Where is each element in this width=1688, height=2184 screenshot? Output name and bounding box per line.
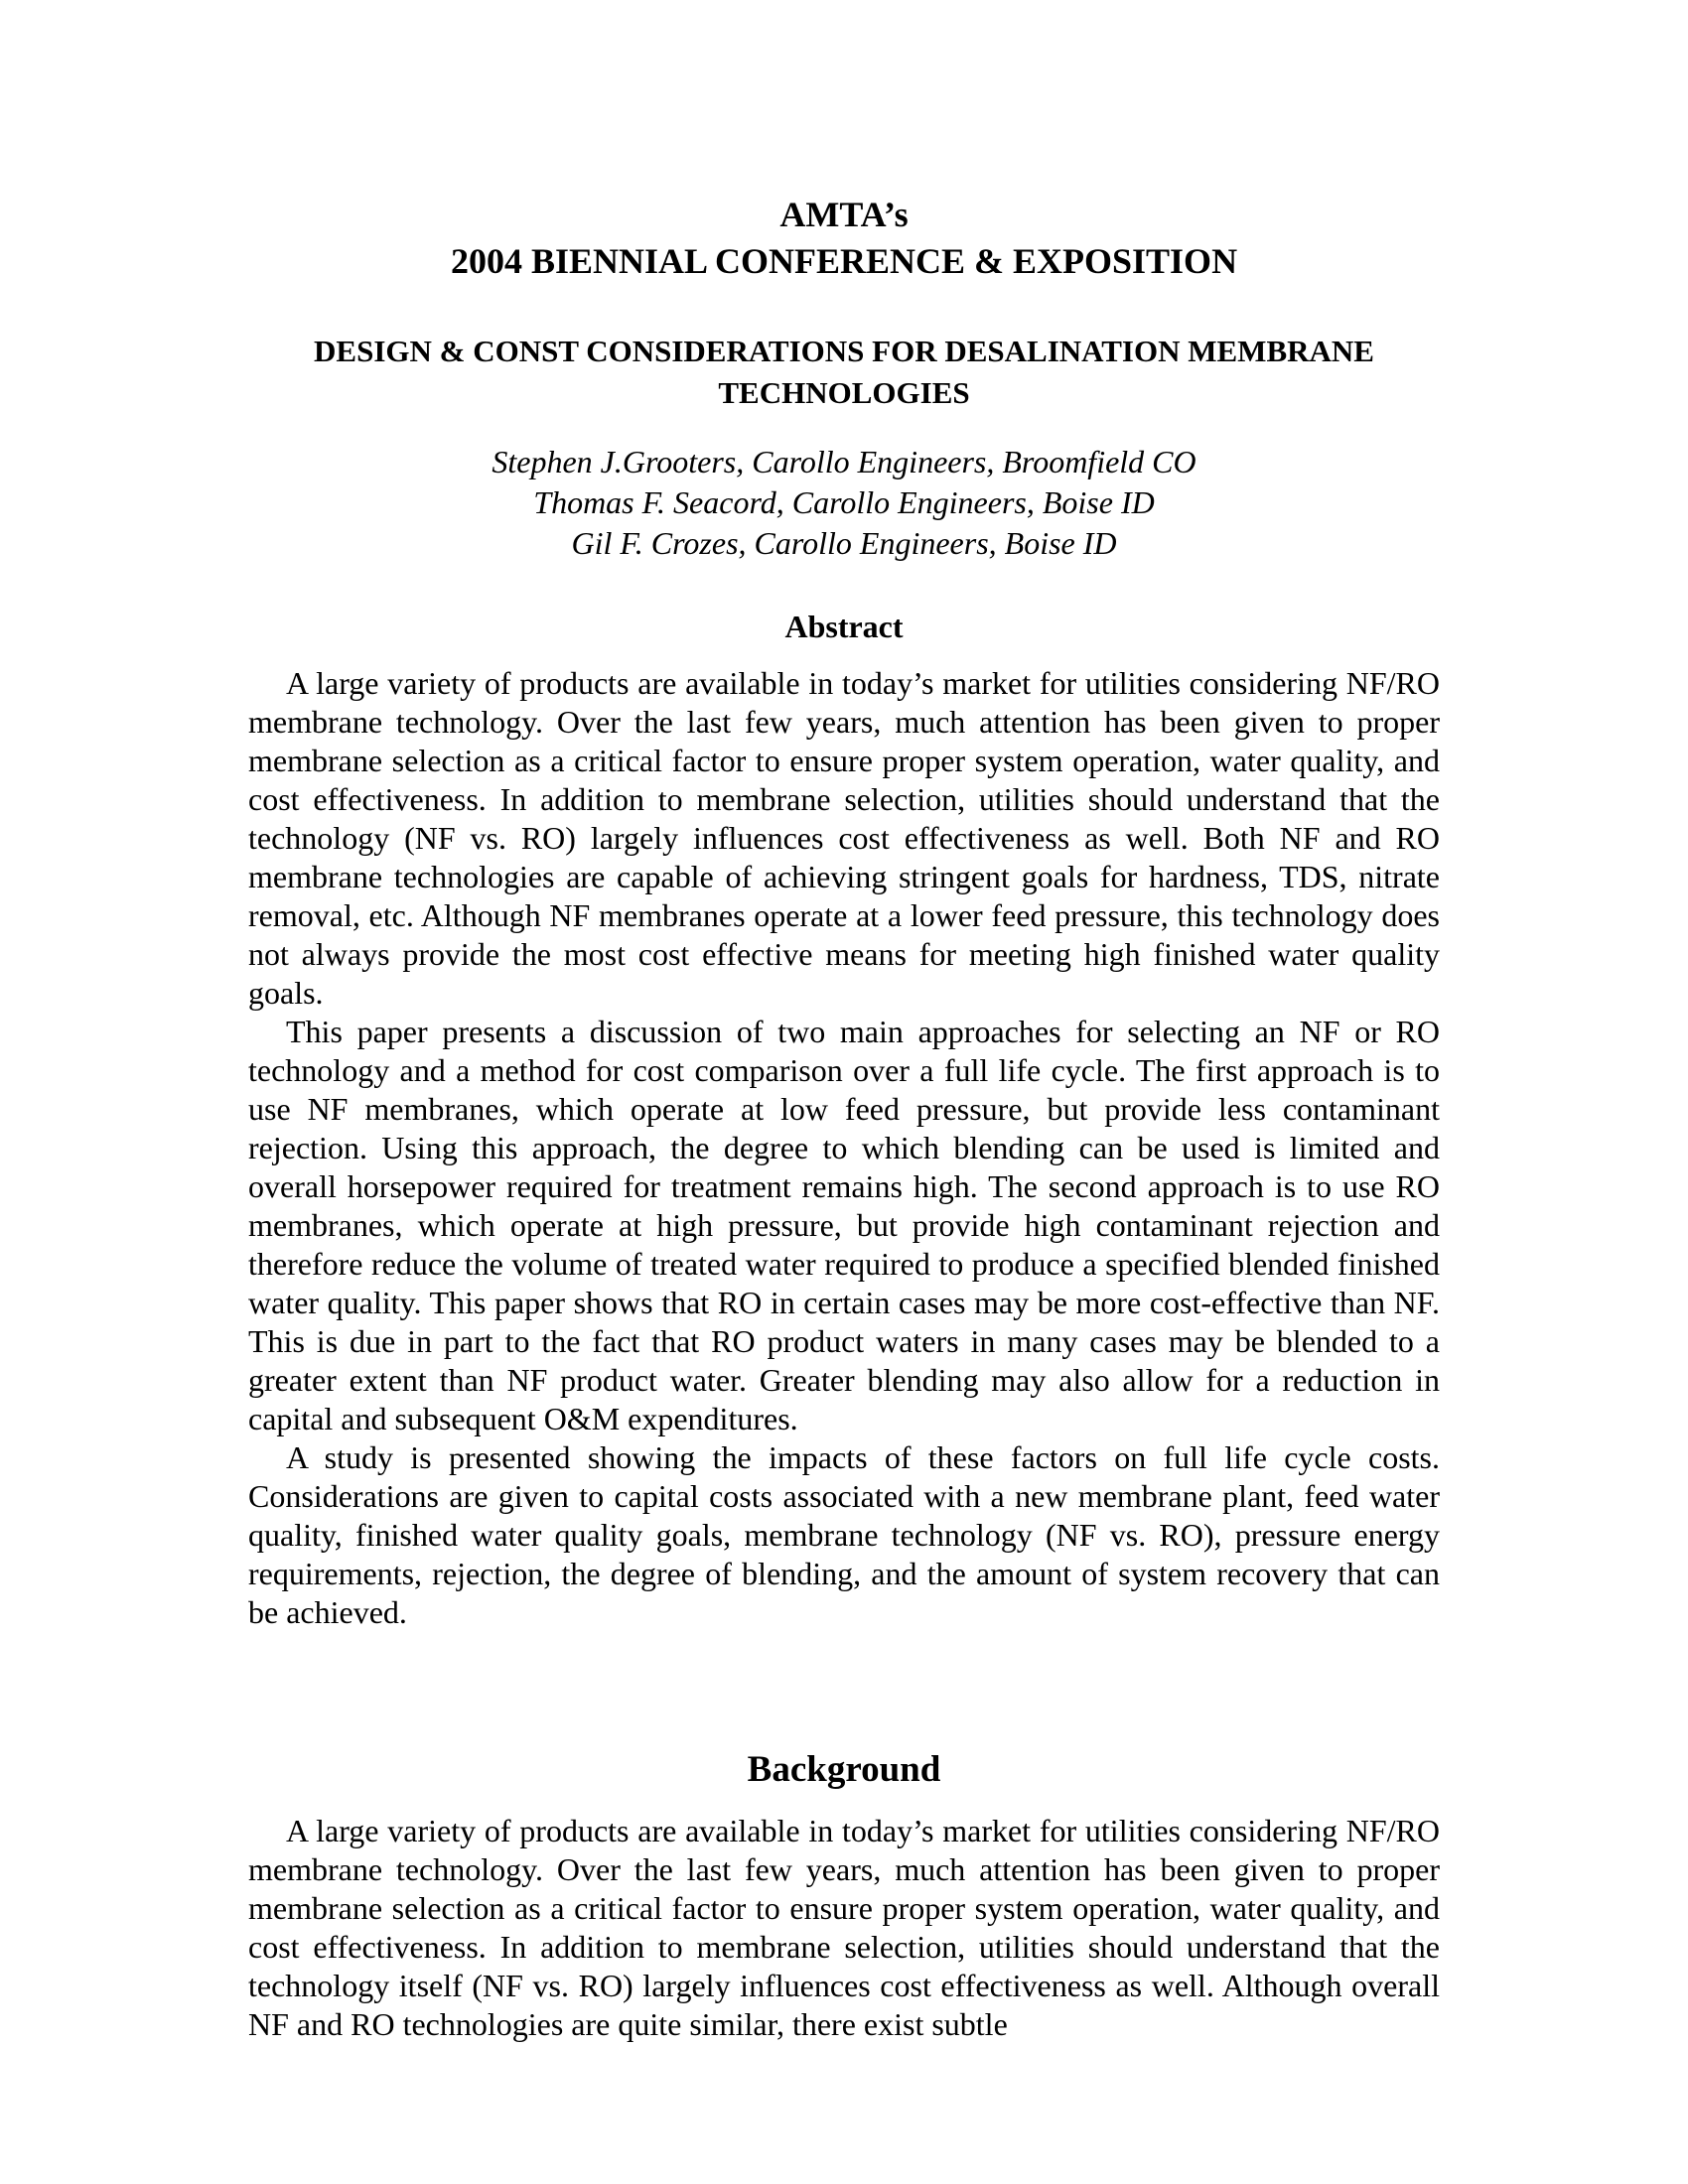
background-body [248, 1812, 1440, 2044]
conference-header [248, 192, 1440, 285]
org-title: AMTA’s [779, 195, 909, 234]
document-content [248, 192, 1440, 2044]
section-abstract [248, 608, 1440, 1632]
author-line: Thomas F. Seacord, Carollo Engineers, Boise ID [533, 484, 1155, 520]
abstract-paragraph-3: A study is presented showing the impacts of these factors on full life cycle costs. Considerations are given to capital costs associated with a new membrane plant, feed water quality, finished water quality goals, membrane technology (NF vs. RO), pressure energy requirements, rejection, the degree of blending, and the amount of system recovery that can be achieved. [248, 1439, 1440, 1630]
abstract-paragraph-1: A large variety of products are available in today’s market for utilities considering NF/RO membrane technology. Over the last few years, much attention has been given to proper membrane selection as a critical factor to ensure proper system operation, water quality, and cost effectiveness. In addition to membrane selection, utilities should understand that the technology (NF vs. RO) largely influences cost effectiveness as well. Both NF and RO membrane technologies are capable of achieving stringent goals for hardness, TDS, nitrate removal, etc. Although NF membranes operate at a lower feed pressure, this technology does not always provide the most cost effective means for meeting high finished water quality goals. [248, 665, 1440, 1011]
section-heading-background: Background [747, 1749, 941, 1790]
author-line: Stephen J.Grooters, Carollo Engineers, Broomfield CO [492, 444, 1196, 479]
section-heading-abstract: Abstract [784, 609, 904, 644]
author-list [248, 442, 1440, 564]
background-paragraph-1: A large variety of products are available in today’s market for utilities considering NF/RO membrane technology. Over the last few years, much attention has been given to proper membrane selection as a critical factor to ensure proper system operation, water quality, and cost effectiveness. In addition to membrane selection, utilities should understand that the technology itself (NF vs. RO) largely influences cost effectiveness as well. Although overall NF and RO technologies are quite similar, there exist subtle [248, 1813, 1440, 2042]
conference-title: 2004 BIENNIAL CONFERENCE & EXPOSITION [450, 241, 1238, 281]
abstract-body [248, 664, 1440, 1632]
author-line: Gil F. Crozes, Carollo Engineers, Boise ID [571, 525, 1117, 561]
paper-title: DESIGN & CONST CONSIDERATIONS FOR DESALINATION MEMBRANE TECHNOLOGIES [314, 334, 1374, 410]
section-background [248, 1746, 1440, 2044]
abstract-paragraph-2: This paper presents a discussion of two main approaches for selecting an NF or RO technology and a method for cost comparison over a full life cycle. The first approach is to use NF membranes, which operate at low feed pressure, but provide less contaminant rejection. Using this approach, the degree to which blending can be used is limited and overall horsepower required for treatment remains high. The second approach is to use RO membranes, which operate at high pressure, but provide high contaminant rejection and therefore reduce the volume of treated water required to produce a specified blended finished water quality. This paper shows that RO in certain cases may be more cost-effective than NF. This is due in part to the fact that RO product waters in many cases may be blended to a greater extent than NF product water. Greater blending may also allow for a reduction in capital and subsequent O&M expenditures. [248, 1014, 1440, 1436]
